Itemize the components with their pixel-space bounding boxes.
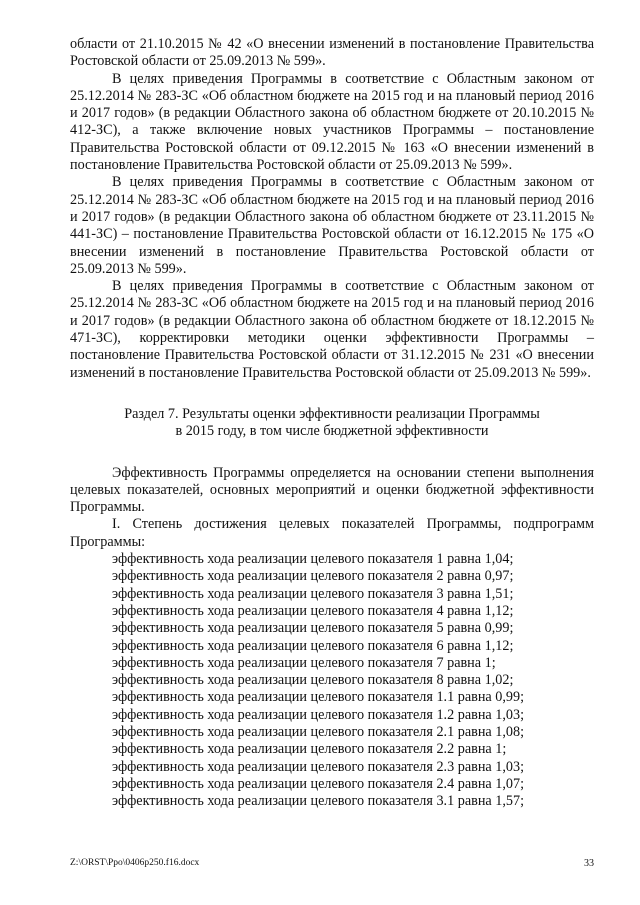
list-item: эффективность хода реализации целевого показателя 2.1 равна 1,08; <box>112 723 525 740</box>
section-heading-line2: в 2015 году, в том числе бюджетной эффективности <box>175 423 489 440</box>
list-item: эффективность хода реализации целевого показателя 7 равна 1; <box>112 654 496 671</box>
footer-file-path: Z:\ORST\Ppo\0406p250.f16.docx <box>70 858 200 868</box>
paragraph-amendment-175: В целях приведения Программы в соответствие с Областным законом от 25.12.2014 № 283-ЗС «Об областном бюджете на 2015 год и на плановый период 2016 и 2017 годов» (в редакции Областного закона об областном бюджете от 23.11.2015 № 441-ЗС) – постановление Правительства Ростовской области от 16.12.2015 № 175 «О внесении изменений в постановление Правительства Ростовской области от 25.09.2013 № 599». <box>70 174 594 277</box>
list-item: эффективность хода реализации целевого показателя 1.2 равна 1,03; <box>112 706 525 723</box>
list-item: эффективность хода реализации целевого показателя 6 равна 1,12; <box>112 637 514 654</box>
list-item: эффективность хода реализации целевого показателя 2.2 равна 1; <box>112 741 507 758</box>
list-item: эффективность хода реализации целевого показателя 2.3 равна 1,03; <box>112 758 525 775</box>
list-item: эффективность хода реализации целевого показателя 3 равна 1,51; <box>112 585 514 602</box>
list-item: эффективность хода реализации целевого показателя 5 равна 0,99; <box>112 620 514 637</box>
paragraph-amendment-231: В целях приведения Программы в соответствие с Областным законом от 25.12.2014 № 283-ЗС «Об областном бюджете на 2015 год и на плановый период 2016 и 2017 годов» (в редакции Областного закона об областном бюджете от 18.12.2015 № 471-ЗС), корректировки методики оценки эффективности Программы – постановление Правительства Ростовской области от 31.12.2015 № 231 «О внесении изменений в постановление Правительства Ростовской области от 25.09.2013 № 599». <box>70 278 594 381</box>
list-item: эффективность хода реализации целевого показателя 1 равна 1,04; <box>112 551 514 568</box>
list-item: эффективность хода реализации целевого показателя 2.4 равна 1,07; <box>112 775 525 792</box>
paragraph-amendment-163: В целях приведения Программы в соответствие с Областным законом от 25.12.2014 № 283-ЗС «Об областном бюджете на 2015 год и на плановый период 2016 и 2017 годов» (в редакции Областного закона об областном бюджете от 20.10.2015 № 412-ЗС), а также включение новых участников Программы – постановление Правительства Ростовской области от 09.12.2015 № 163 «О внесении изменений в постановление Правительства Ростовской области от 25.09.2013 № 599». <box>70 70 594 174</box>
list-item: эффективность хода реализации целевого показателя 4 равна 1,12; <box>112 602 514 619</box>
indicator-list <box>70 551 594 810</box>
section-heading-line1: Раздел 7. Результаты оценки эффективности реализации Программы <box>124 405 540 422</box>
paragraph-indicator-intro: I. Степень достижения целевых показателей Программы, подпрограмм Программы: <box>70 516 594 550</box>
list-item: эффективность хода реализации целевого показателя 3.1 равна 1,57; <box>112 793 525 810</box>
list-item: эффективность хода реализации целевого показателя 2 равна 0,97; <box>112 568 514 585</box>
list-item: эффективность хода реализации целевого показателя 8 равна 1,02; <box>112 672 514 689</box>
document-body <box>70 36 594 810</box>
paragraph-efficiency-intro: Эффективность Программы определяется на основании степени выполнения целевых показателей, основных мероприятий и оценки бюджетной эффективности Программы. <box>70 464 594 516</box>
section-heading <box>70 406 594 441</box>
list-item: эффективность хода реализации целевого показателя 1.1 равна 0,99; <box>112 689 525 706</box>
paragraph-continuation: области от 21.10.2015 № 42 «О внесении изменений в постановление Правительства Ростовской области от 25.09.2013 № 599». <box>70 36 594 70</box>
page-number: 33 <box>584 858 594 869</box>
